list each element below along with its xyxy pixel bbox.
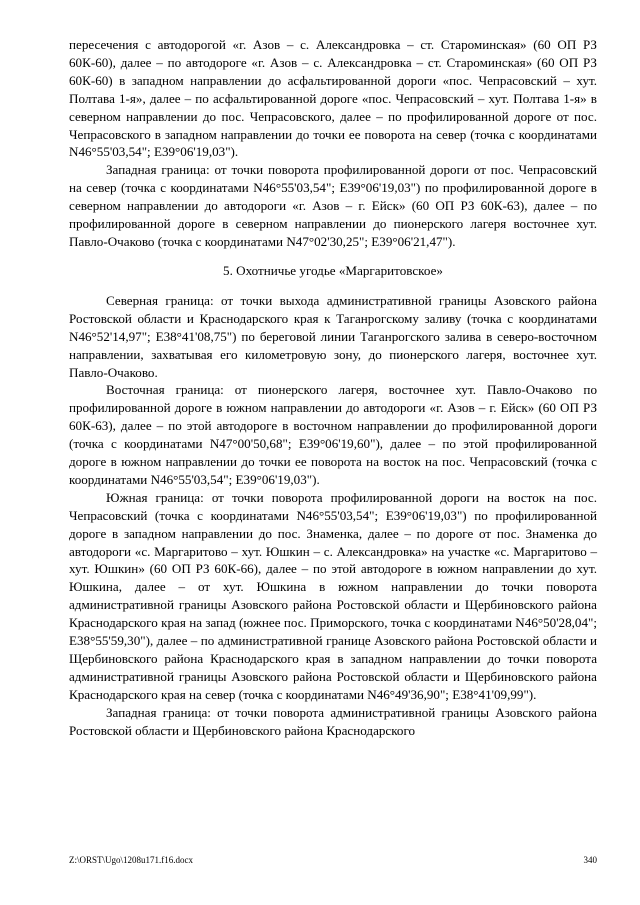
file-path: Z:\ORST\Ugo\1208u171.f16.docx [69,855,193,865]
paragraph-western-boundary: Западная граница: от точки поворота административной границы Азовского района Ростовской области и Щербиновского района Краснодарского [69,704,597,738]
paragraph-western-boundary-prev: Западная граница: от точки поворота профилированной дороги от пос. Чепрасовский на север (точка с координатами N46°55'03,54"; E39°06'19,03") по профилированной дороге в северном направлении до автодороги «г. Азов – г. Ейск» (60 ОП РЗ 60К-63), далее – по профилированной дороге в северном направлении до пионерского лагеря восточнее хут. Павло-Очаково (точка с координатами N47°02'30,25"; E39°06'21,47"). [69,162,597,249]
paragraph-southern-boundary: Южная граница: от точки поворота профилированной дороги на восток на пос. Чепрасовский (точка с координатами N46°55'03,54"; E39°06'19,03") по профилированной дороге в западном направлении до пос. Знаменка, далее – по дороге от пос. Знаменка до автодороги «с. Маргаритово – хут. Юшкин – с. Александровка» на участке «с. Маргаритово – хут. Юшкин» (60 ОП РЗ 60К-66), далее – по этой автодороге в южном направлении до хут. Юшкина, далее – от хут. Юшкина в южном направлении до точки поворота административной границы Азовского района Ростовской области и Щербиновского района Краснодарского края на запад (южнее пос. Приморского, точка с координатами N46°50'28,04"; E38°55'59,30"), далее – по административной границе Азовского района Ростовской области и Щербиновского района Краснодарского края в западном направлении до точки поворота административной границы Азовского района Ростовской области и Щербиновского района Краснодарского края на север (точка с координатами N46°49'36,90"; E38°41'09,99"). [69,489,597,702]
section-heading: 5. Охотничье угодье «Маргаритовское» [223,262,443,278]
paragraph-northern-boundary: Северная граница: от точки выхода административной границы Азовского района Ростовской области и Краснодарского края к Таганрогскому заливу (точка с координатами N46°52'14,97"; E38°41'08,75") по береговой линии Таганрогского залива в северо-восточном направлении, захватывая его километровую зону, до пионерского лагеря, восточнее хут. Павло-Очаково. [69,292,597,380]
paragraph-route-continuation: пересечения с автодорогой «г. Азов – с. Александровка – ст. Староминская» (60 ОП РЗ 60К-60), далее – по автодороге «г. Азов – с. Александровка – ст. Староминская» (60 ОП РЗ 60К-60) в западном направлении до асфальтированной дороги «пос. Чепрасовский – хут. Полтава 1-я», далее – по асфальтированной дороге «пос. Чепрасовский – хут. Полтава 1-я» в северном направлении до пос. Чепрасовского, далее – по профилированной дороге от пос. Чепрасовского в западном направлении до точки ее поворота на север (точка с координатами N46°55'03,54"; E39°06'19,03"). [69,37,597,160]
document-body [69,36,597,740]
page-number: 340 [583,855,597,865]
paragraph-eastern-boundary: Восточная граница: от пионерского лагеря, восточнее хут. Павло-Очаково по профилированной дороге в южном направлении до автодороги «г. Азов – г. Ейск» (60 ОП РЗ 60К-63), далее – по этой автодороге в восточном направлении до профилированной дороги (точка с координатами N47°00'50,68"; E39°06'19,60"), далее – по этой профилированной дороге в южном направлении до точки ее поворота на восток на пос. Чепрасовский (точка с координатами N46°55'03,54"; E39°06'19,03"). [69,382,597,487]
